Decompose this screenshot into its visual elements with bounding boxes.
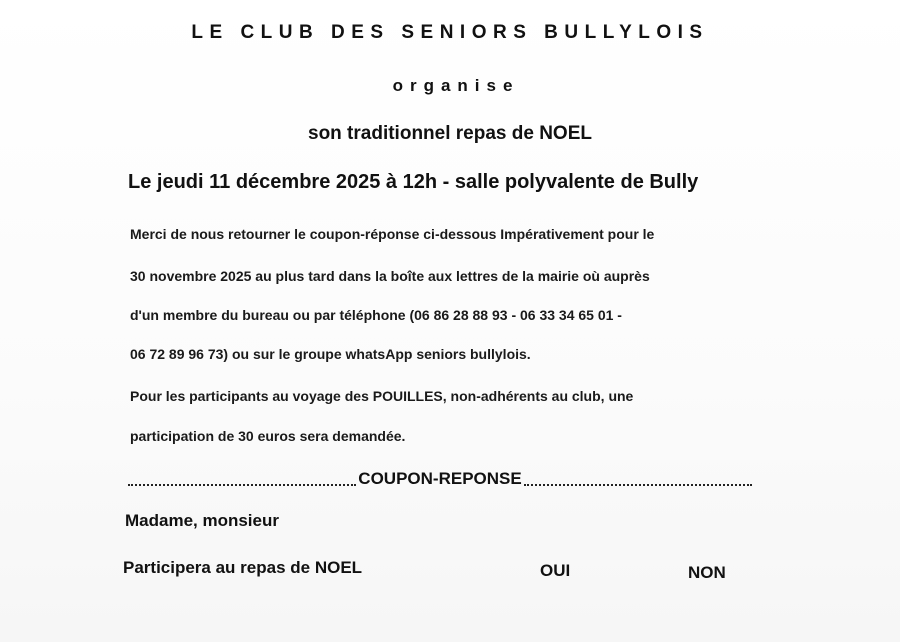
option-no[interactable]: NON bbox=[688, 563, 726, 582]
organise-heading: organise bbox=[392, 76, 520, 95]
club-title: LE CLUB DES SENIORS BULLYLOIS bbox=[191, 22, 709, 43]
body-line-5: Pour les participants au voyage des POUILLES, non-adhérents au club, une bbox=[130, 388, 634, 404]
dotted-line-right bbox=[524, 484, 752, 486]
dotted-line-left bbox=[128, 484, 356, 486]
event-subtitle: son traditionnel repas de NOEL bbox=[308, 123, 592, 144]
body-line-1: Merci de nous retourner le coupon-réponse ci-dessous Impérativement pour le bbox=[130, 226, 655, 242]
option-yes[interactable]: OUI bbox=[540, 561, 571, 580]
body-line-4: 06 72 89 96 73) ou sur le groupe whatsApp seniors bullylois. bbox=[130, 346, 531, 362]
body-line-6: participation de 30 euros sera demandée. bbox=[130, 428, 406, 444]
coupon-question: Participera au repas de NOEL bbox=[123, 558, 363, 577]
body-line-2: 30 novembre 2025 au plus tard dans la boîte aux lettres de la mairie où auprès bbox=[130, 268, 650, 284]
event-date-location: Le jeudi 11 décembre 2025 à 12h - salle polyvalente de Bully bbox=[128, 171, 699, 193]
body-line-3: d'un membre du bureau ou par téléphone (06 86 28 88 93 - 06 33 34 65 01 - bbox=[130, 307, 622, 323]
coupon-separator bbox=[128, 469, 752, 489]
coupon-label: COUPON-REPONSE bbox=[358, 469, 522, 488]
coupon-salutation: Madame, monsieur bbox=[125, 511, 279, 530]
